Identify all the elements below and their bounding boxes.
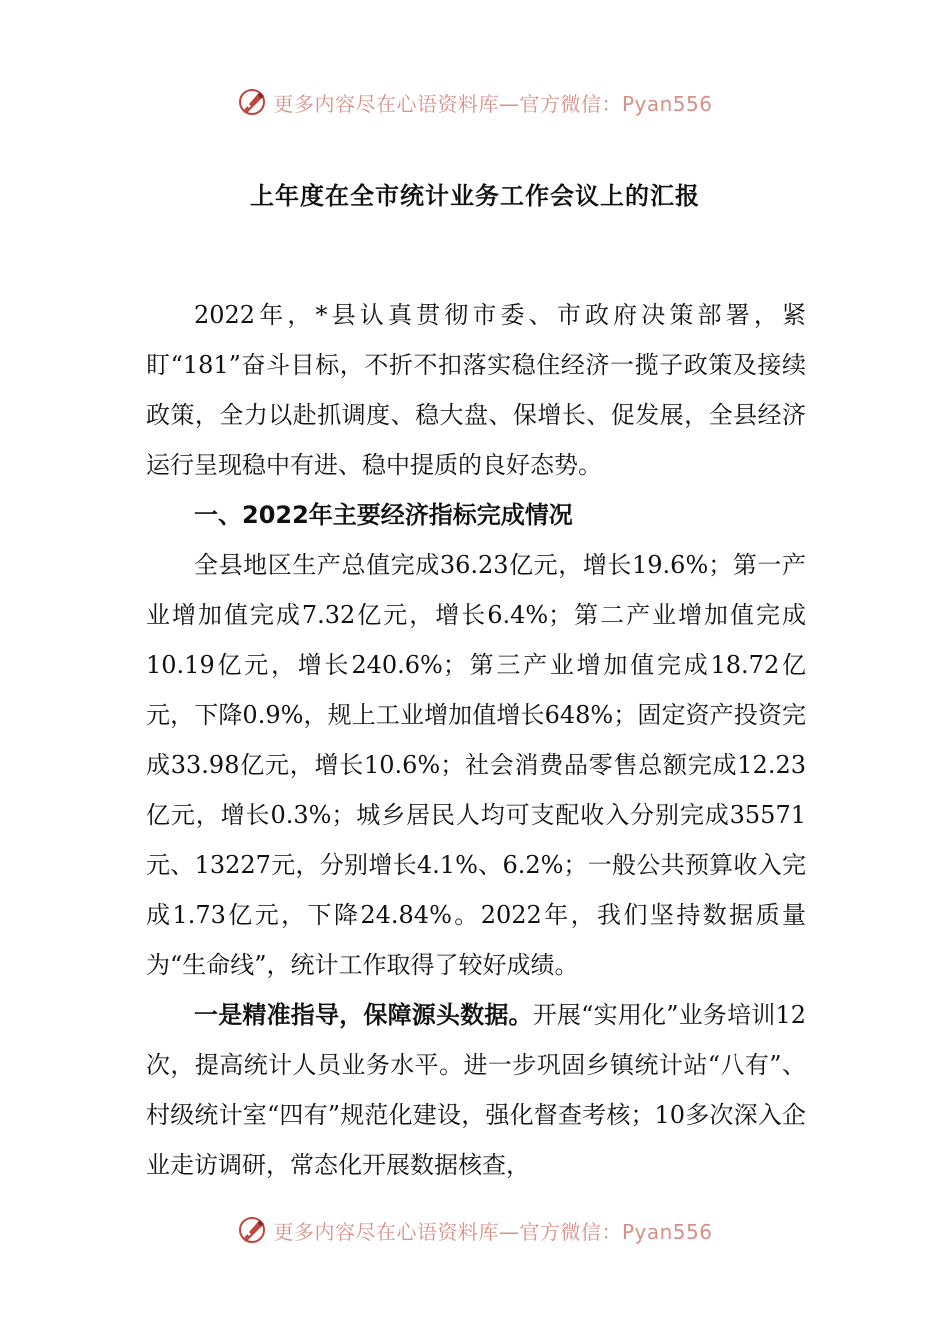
point-paragraph <box>146 990 806 1190</box>
point-lead: 一是精准指导，保障源头数据。 <box>194 1001 533 1029</box>
pen-nib-logo-icon <box>237 1215 267 1245</box>
watermark-footer <box>0 1210 950 1250</box>
intro-paragraph: 2022年，*县认真贯彻市委、市政府决策部署，紧盯“181”奋斗目标，不折不扣落实稳住经济一揽子政策及接续政策，全力以赴抓调度、稳大盘、保增长、促发展，全县经济运行呈现稳中有进、稳中提质的良好态势。 <box>146 301 806 479</box>
document-title: 上年度在全市统计业务工作会议上的汇报 <box>250 182 700 210</box>
watermark-text: 更多内容尽在心语资料库—官方微信：Pyan556 <box>273 1219 713 1244</box>
watermark-text: 更多内容尽在心语资料库—官方微信：Pyan556 <box>273 91 713 116</box>
watermark-header <box>0 82 950 122</box>
point-body: 开展“实用化”业务培训12次，提高统计人员业务水平。进一步巩固乡镇统计站“八有”、村级统计室“四有”规范化建设，强化督查考核；10多次深入企业走访调研，常态化开展数据核查， <box>146 1001 807 1179</box>
indicators-paragraph: 全县地区生产总值完成36.23亿元，增长19.6%；第一产业增加值完成7.32亿元，增长6.4%；第二产业增加值完成10.19亿元，增长240.6%；第三产业增加值完成18.72亿元，下降0.9%，规上工业增加值增长648%；固定资产投资完成33.98亿元，增长10.6%；社会消费品零售总额完成12.23亿元，增长0.3%；城乡居民人均可支配收入分别完成35571元、13227元，分别增长4.1%、6.2%；一般公共预算收入完成1.73亿元，下降24.84%。2022年，我们坚持数据质量为“生命线”，统计工作取得了较好成绩。 <box>146 551 806 979</box>
section-heading: 一、2022年主要经济指标完成情况 <box>194 501 573 529</box>
pen-nib-logo-icon <box>237 87 267 117</box>
document-body <box>146 290 806 1190</box>
